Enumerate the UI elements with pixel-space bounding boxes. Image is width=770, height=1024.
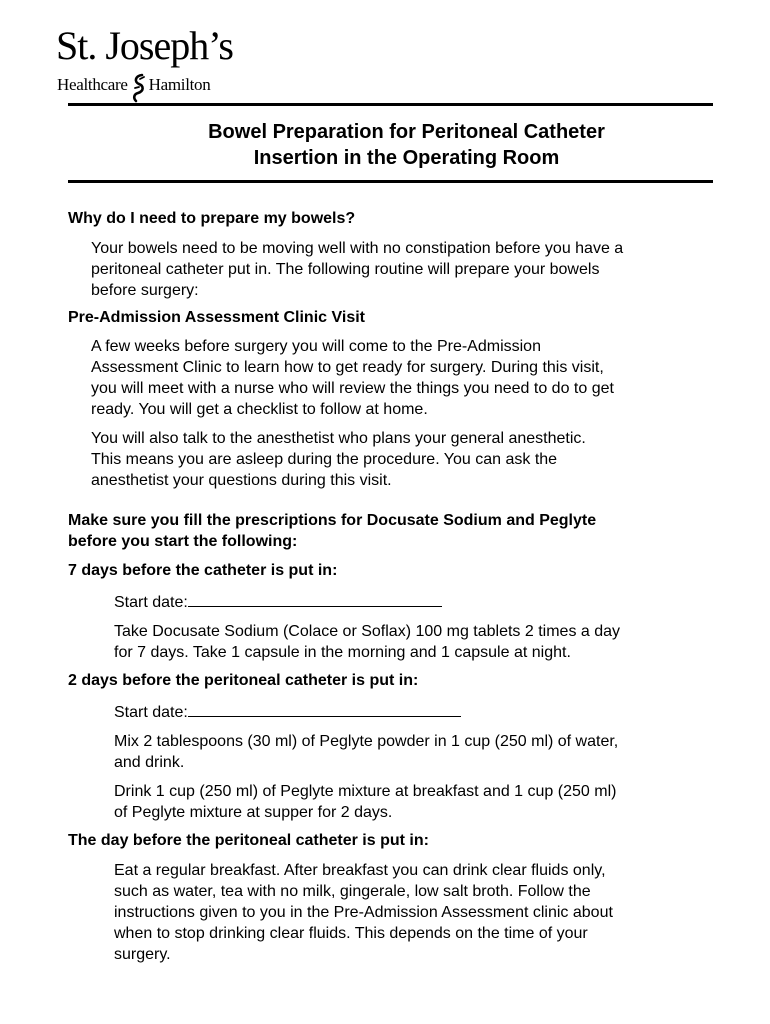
- heading-why: Why do I need to prepare my bowels?: [68, 210, 356, 227]
- paragraph-why: [0, 238, 770, 301]
- top-divider: [68, 103, 713, 106]
- text-line: you will meet with a nurse who will review the things you need to do to get: [91, 380, 614, 397]
- text-line: Mix 2 tablespoons (30 ml) of Peglyte powder in 1 cup (250 ml) of water,: [114, 733, 619, 750]
- hospital-logo: [56, 22, 256, 104]
- text-line: for 7 days. Take 1 capsule in the morning and 1 capsule at night.: [114, 644, 571, 661]
- paragraph-peglyte-mix: [0, 731, 770, 773]
- text-line: A few weeks before surgery you will come to the Pre-Admission: [91, 338, 541, 355]
- text-line: of Peglyte mixture at supper for 2 days.: [114, 804, 393, 821]
- document-body: [0, 208, 770, 965]
- paragraph-day-before: [0, 860, 770, 965]
- title-divider: [68, 180, 713, 183]
- text-line: peritoneal catheter put in. The following routine will prepare your bowels: [91, 261, 600, 278]
- logo-sub-left: Healthcare: [57, 75, 128, 94]
- heading-prescriptions: [0, 510, 770, 552]
- logo-sub-right: Hamilton: [148, 75, 211, 94]
- text-line: before surgery:: [91, 282, 199, 299]
- paragraph-preadmission-1: [0, 336, 770, 420]
- title-line-2: Insertion in the Operating Room: [253, 147, 560, 169]
- logo-subtitle: [57, 70, 210, 100]
- text-line: This means you are asleep during the procedure. You can ask the: [91, 451, 558, 468]
- start-date-field[interactable]: [188, 700, 461, 717]
- paragraph-docusate: [0, 621, 770, 663]
- text-line: and drink.: [114, 754, 185, 771]
- text-line: surgery.: [114, 946, 171, 963]
- title-line-1: Bowel Preparation for Peritoneal Catheter: [208, 121, 605, 143]
- text-line: anesthetist your questions during this visit.: [91, 472, 392, 489]
- logo-name: St. Joseph’s: [56, 23, 233, 68]
- heading-seven-days: 7 days before the catheter is put in:: [68, 562, 338, 579]
- paragraph-preadmission-2: [0, 428, 770, 491]
- text-line: when to stop drinking clear fluids. This depends on the time of your: [114, 925, 588, 942]
- text-line: Assessment Clinic to learn how to get ready for surgery. During this visit,: [91, 359, 604, 376]
- text-line: Eat a regular breakfast. After breakfast you can drink clear fluids only,: [114, 862, 606, 879]
- text-line: Drink 1 cup (250 ml) of Peglyte mixture at breakfast and 1 cup (250 ml): [114, 783, 617, 800]
- start-date-seven-days: [0, 590, 770, 613]
- paragraph-peglyte-drink: [0, 781, 770, 823]
- text-line: Take Docusate Sodium (Colace or Soflax) 100 mg tablets 2 times a day: [114, 623, 621, 640]
- document-title: [68, 119, 745, 171]
- text-line: before you start the following:: [68, 533, 298, 550]
- text-line: instructions given to you in the Pre-Admission Assessment clinic about: [114, 904, 613, 921]
- heading-two-days: 2 days before the peritoneal catheter is put in:: [68, 672, 419, 689]
- text-line: Your bowels need to be moving well with no constipation before you have a: [91, 240, 624, 257]
- logo-emblem-icon: [131, 73, 147, 103]
- text-line: You will also talk to the anesthetist who plans your general anesthetic.: [91, 430, 586, 447]
- start-date-label: Start date:: [114, 594, 188, 611]
- text-line: Make sure you fill the prescriptions for Docusate Sodium and Peglyte: [68, 512, 597, 529]
- heading-preadmission: Pre-Admission Assessment Clinic Visit: [68, 309, 365, 326]
- start-date-two-days: [0, 700, 770, 723]
- start-date-field[interactable]: [188, 590, 442, 607]
- heading-day-before: The day before the peritoneal catheter is put in:: [68, 832, 429, 849]
- text-line: such as water, tea with no milk, gingerale, low salt broth. Follow the: [114, 883, 591, 900]
- start-date-label: Start date:: [114, 704, 188, 721]
- text-line: ready. You will get a checklist to follow at home.: [91, 401, 428, 418]
